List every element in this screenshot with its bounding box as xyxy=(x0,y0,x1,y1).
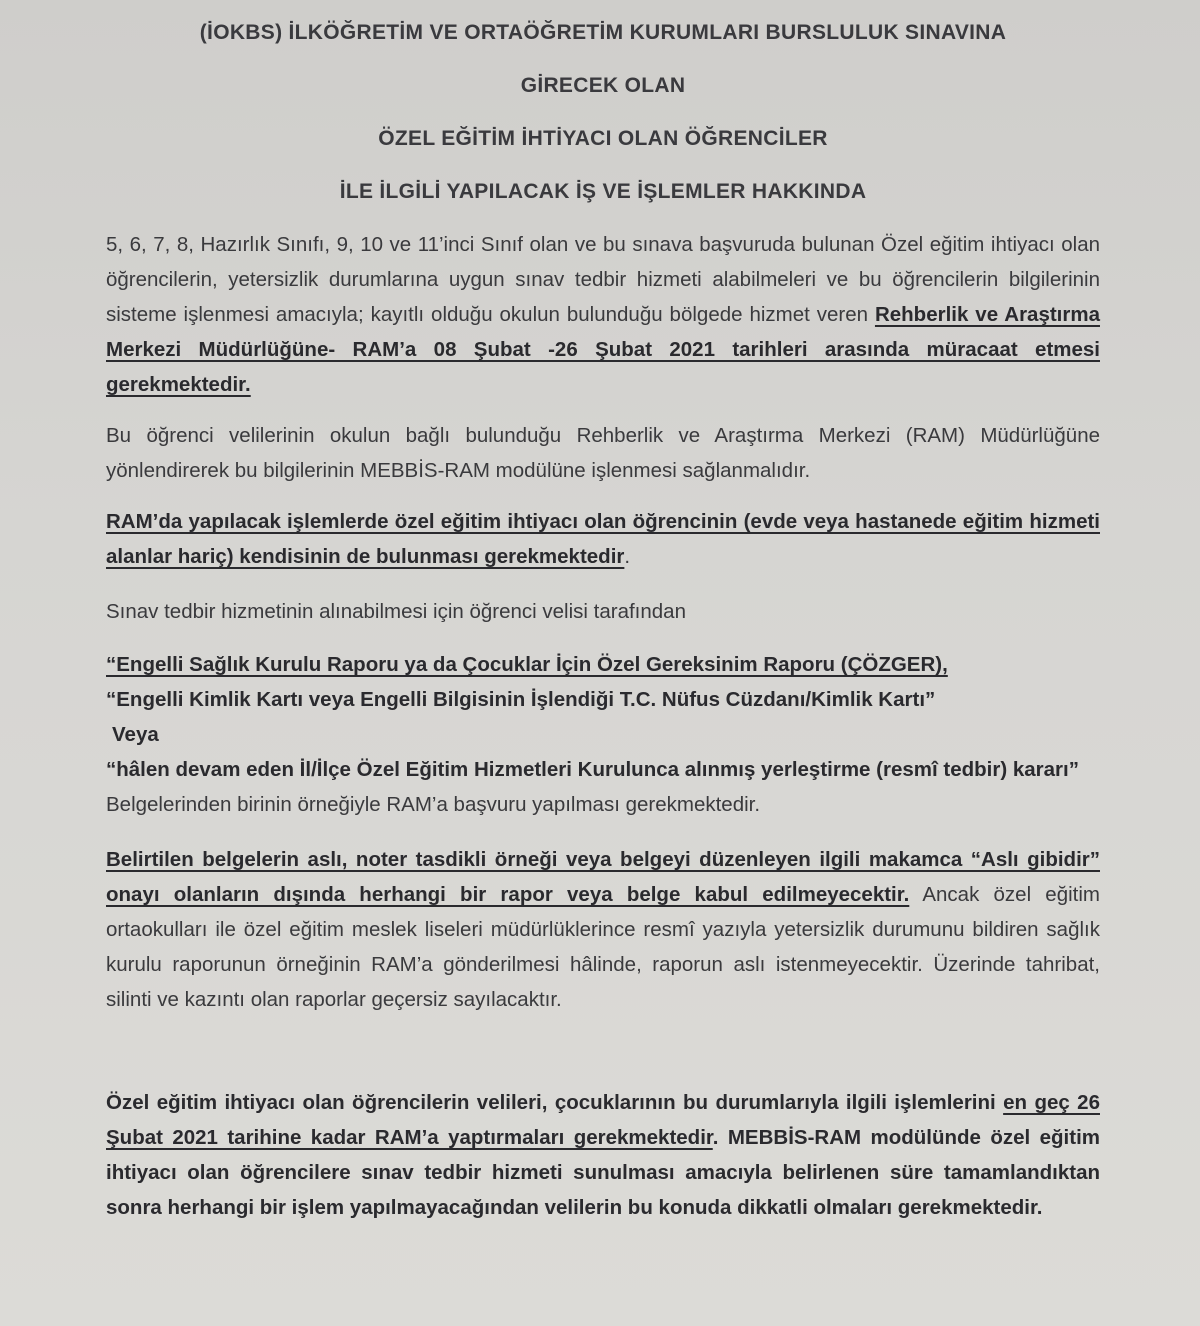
documents-list-item-2: “Engelli Kimlik Kartı veya Engelli Bilgisinin İşlendiği T.C. Nüfus Cüzdanı/Kimlik Kartı” xyxy=(106,688,936,711)
documents-list-connector: Veya xyxy=(112,723,159,746)
paragraph-student-presence xyxy=(106,504,1100,574)
title-line-2: GİRECEK OLAN xyxy=(520,74,686,97)
documents-list-item-1: “Engelli Sağlık Kurulu Raporu ya da Çocuklar İçin Özel Gereksinim Raporu (ÇÖZGER), xyxy=(106,653,948,676)
title-line-1: (İOKBS) İLKÖĞRETİM VE ORTAÖĞRETİM KURUMLARI BURSLULUK SINAVINA xyxy=(199,21,1007,44)
documents-list-item-3: “hâlen devam eden İl/İlçe Özel Eğitim Hizmetleri Kurulunca alınmış yerleştirme (resmî tedbir) kararı” xyxy=(106,758,1079,781)
title-line-4: İLE İLGİLİ YAPILACAK İŞ VE İŞLEMLER HAKKINDA xyxy=(339,180,867,203)
paragraph-5-emphasis: Belirtilen belgelerin aslı, noter tasdikli örneği veya belgeyi düzenleyen ilgili makamca “Aslı gibidir” onayı olanların dışında herhangi bir rapor veya belge kabul edilmeyecektir. xyxy=(106,848,1100,906)
paragraph-1-text: 5, 6, 7, 8, Hazırlık Sınıfı, 9, 10 ve 11’inci Sınıf olan ve bu sınava başvuruda bulunan Özel eğitim ihtiyacı olan öğrencilerin, yetersizlik durumlarına uygun sınav tedbir hizmeti alabilmeleri ve bu öğrencilerin bilgilerinin sisteme işlenmesi amacıyla; kayıtlı olduğu okulun bulunduğu bölgede hizmet veren xyxy=(106,233,1100,326)
paragraph-5-text: Ancak özel eğitim ortaokulları ile özel eğitim meslek liseleri müdürlüklerince resmî yazıyla yetersizlik durumunu bildiren sağlık kurulu raporunun örneğinin RAM’a gönderilmesi hâlinde, raporun aslı istenmeyecektir. Üzerinde tahribat, silinti ve kazıntı olan raporlar geçersiz sayılacaktır. xyxy=(106,883,1100,1011)
documents-list-closing: Belgelerinden birinin örneğiyle RAM’a başvuru yapılması gerekmektedir. xyxy=(106,793,761,816)
documents-list xyxy=(106,647,1100,822)
paragraph-6-tail: . MEBBİS-RAM modülünde özel eğitim ihtiyacı olan öğrencilere sınav tedbir hizmeti sunulması amacıyla belirlenen süre tamamlandıktan sonra herhangi bir işlem yapılmayacağından velilerin bu konuda dikkatli olmaları gerekmektedir. xyxy=(106,1126,1100,1219)
paragraph-6-lead: Özel eğitim ihtiyacı olan öğrencilerin velileri, çocuklarının bu durumlarıyla ilgili işlemlerini xyxy=(106,1091,1004,1114)
paragraph-requirement-intro: Sınav tedbir hizmetinin alınabilmesi için öğrenci velisi tarafından xyxy=(106,600,686,623)
paragraph-application-period xyxy=(106,227,1100,402)
paragraph-deadline xyxy=(106,1085,1100,1225)
paragraph-mebbis-ram: Bu öğrenci velilerinin okulun bağlı bulunduğu Rehberlik ve Araştırma Merkezi (RAM) Müdürlüğüne yönlendirerek bu bilgilerinin MEBBİS-RAM modülüne işlenmesi sağlanmalıdır. xyxy=(106,424,1100,482)
paragraph-3-tail: . xyxy=(624,545,631,568)
paragraph-1-emphasis: Rehberlik ve Araştırma Merkezi Müdürlüğüne- RAM’a 08 Şubat -26 Şubat 2021 tarihleri arasında müracaat etmesi gerekmektedir. xyxy=(106,303,1100,396)
title-line-3: ÖZEL EĞİTİM İHTİYACI OLAN ÖĞRENCİLER xyxy=(378,127,828,150)
paragraph-6-emphasis: en geç 26 Şubat 2021 tarihine kadar RAM’a yaptırmaları gerekmektedir xyxy=(106,1091,1100,1149)
paragraph-accepted-documents xyxy=(106,842,1100,1017)
paragraph-3-emphasis: RAM’da yapılacak işlemlerde özel eğitim ihtiyacı olan öğrencinin (evde veya hastanede eğitim hizmeti alanlar hariç) kendisinin de bulunması gerekmektedir xyxy=(106,510,1100,568)
